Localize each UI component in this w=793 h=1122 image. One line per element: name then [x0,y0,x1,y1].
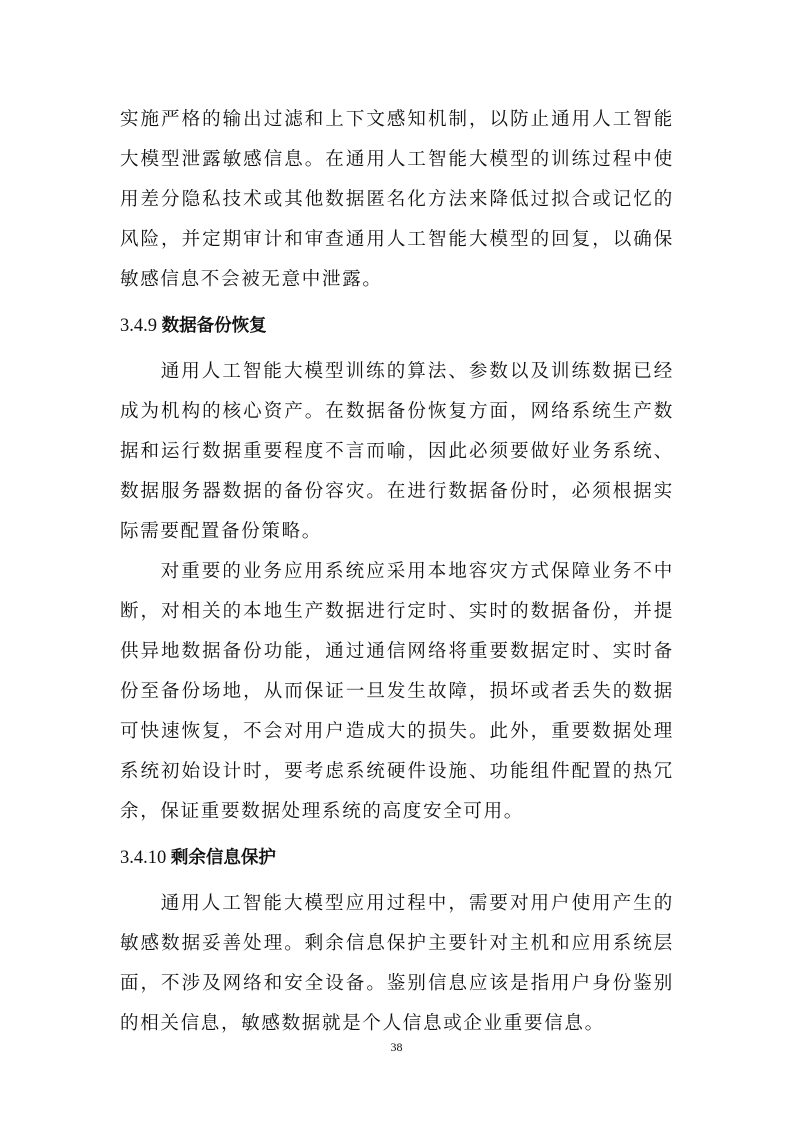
section-number: 3.4.10 [120,848,167,868]
section-heading-3-4-9 [120,304,674,352]
paragraph: 对重要的业务应用系统应采用本地容灾方式保障业务不中断，对相关的本地生产数据进行定时、实时的数据备份，并提供异地数据备份功能，通过通信网络将重要数据定时、实时备份至备份场地，从而保证一旦发生故障，损坏或者丢失的数据可快速恢复，不会对用户造成大的损失。此外，重要数据处理系统初始设计时，要考虑系统硬件设施、功能组件配置的热冗余，保证重要数据处理系统的高度安全可用。 [120,561,674,822]
page-number: 38 [390,1040,403,1054]
section-title: 数据备份恢复 [161,316,267,336]
paragraph-continued: 实施严格的输出过滤和上下文感知机制，以防止通用人工智能大模型泄露敏感信息。在通用人工智能大模型的训练过程中使用差分隐私技术或其他数据匿名化方法来降低过拟合或记忆的风险，并定期审计和审查通用人工智能大模型的回复，以确保敏感信息不会被无意中泄露。 [120,109,674,290]
paragraph: 通用人工智能大模型应用过程中，需要对用户使用产生的敏感数据妥善处理。剩余信息保护主要针对主机和应用系统层面，不涉及网络和安全设备。鉴别信息应该是指用户身份鉴别的相关信息，敏感数据就是个人信息或企业重要信息。 [120,893,674,1034]
section-number: 3.4.9 [120,316,157,336]
document-page [120,100,674,1044]
section-heading-3-4-10 [120,836,674,884]
section-title: 剩余信息保护 [170,848,276,868]
paragraph: 通用人工智能大模型训练的算法、参数以及训练数据已经成为机构的核心资产。在数据备份恢复方面，网络系统生产数据和运行数据重要程度不言而喻，因此必须要做好业务系统、数据服务器数据的备份容灾。在进行数据备份时，必须根据实际需要配置备份策略。 [120,361,674,542]
